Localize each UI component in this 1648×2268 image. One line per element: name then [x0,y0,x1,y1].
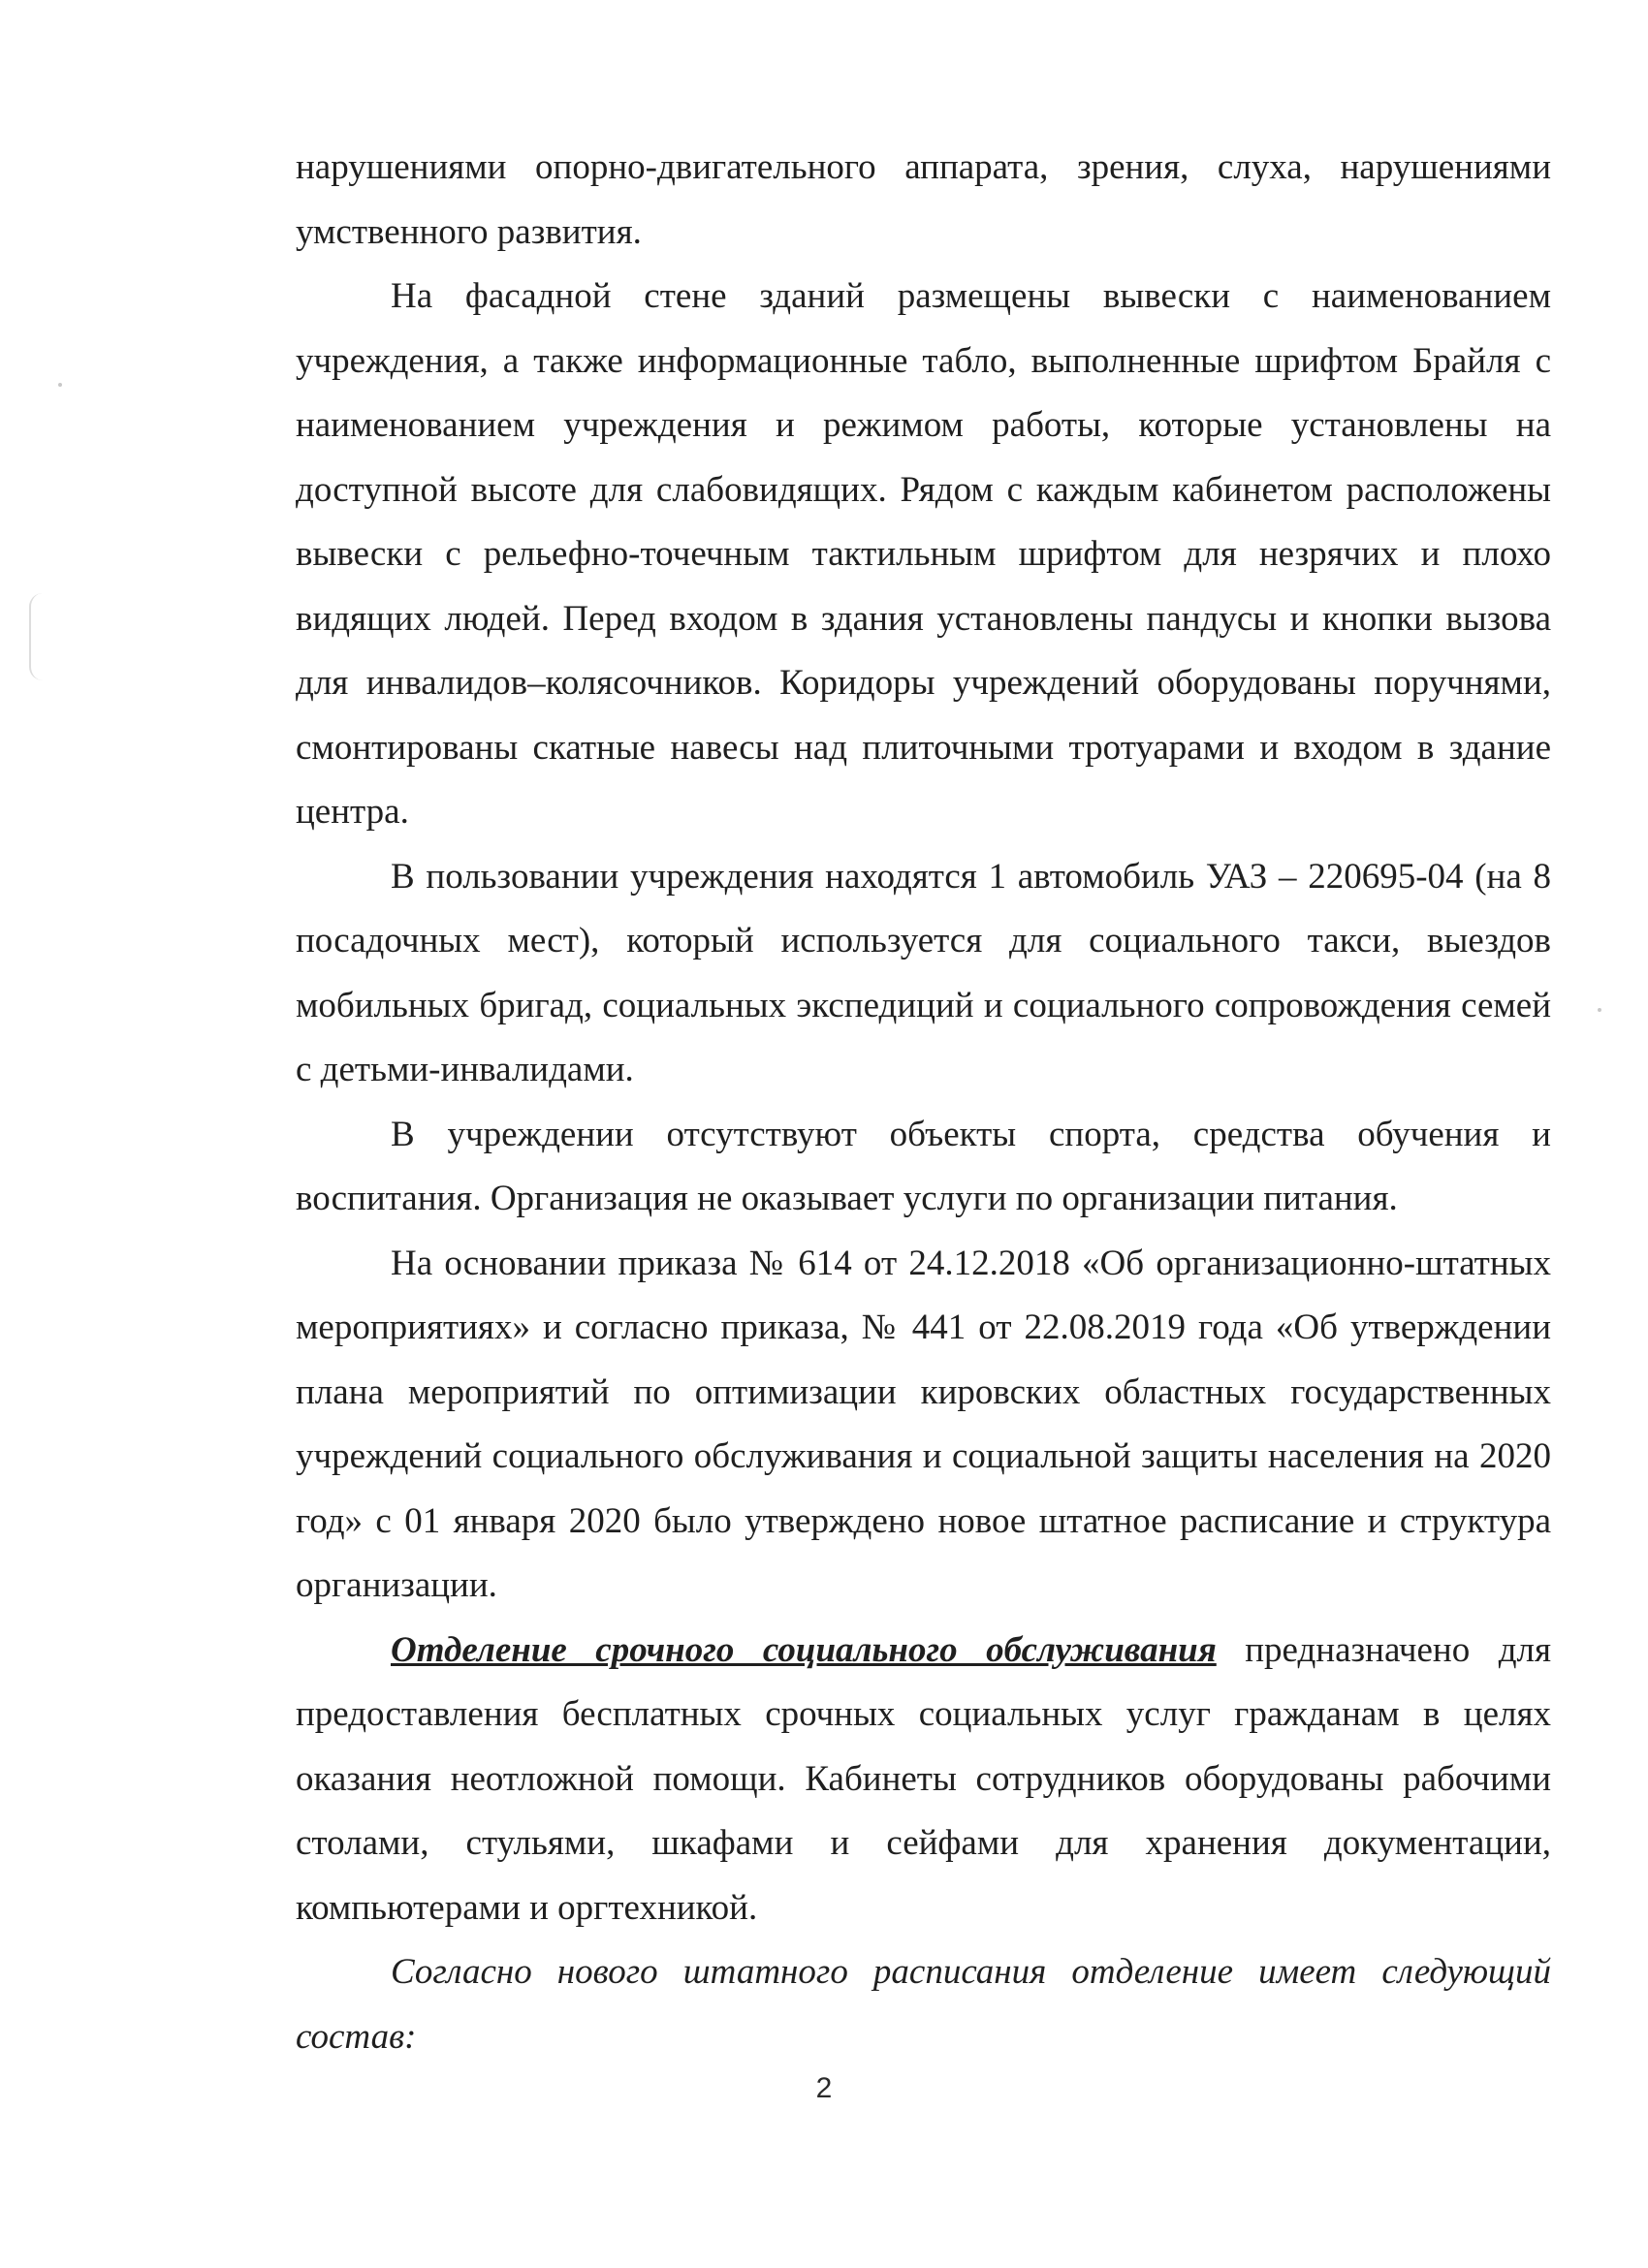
scan-artifact-mark [29,593,52,680]
section-text-urgent-service: предназначено для предоставления бесплатных срочных социальных услуг гражданам в целях оказания неотложной помощи. Кабинеты сотрудников оборудованы рабочими столами, стульями, шкафами и сейфами для хранения документации, компьютерами и оргтехникой. [296,1629,1552,1928]
paragraph-order-basis: На основании приказа № 614 от 24.12.2018 «Об организационно-штатных мероприятиях» и согласно приказа, № 441 от 22.08.2019 года «Об утверждении плана мероприятий по оптимизации кировских областных государственных учреждений социального обслуживания и социальной защиты населения на 2020 год» с 01 января 2020 было утверждено новое штатное расписание и структура организации. [296,1243,1551,1605]
scan-artifact-dot [1598,1008,1601,1012]
paragraph-continuation: нарушениями опорно-двигательного аппарата, зрения, слуха, нарушениями умственного развития. [296,147,1551,252]
paragraph-no-sport-objects: В учреждении отсутствуют объекты спорта, средства обучения и воспитания. Организация не оказывает услуги по организации питания. [296,1114,1551,1218]
section-title-urgent-service: Отделение срочного социального обслуживания [391,1629,1217,1670]
closing-note: Согласно нового штатного расписания отделение имеет следующий состав: [296,1952,1551,2057]
paragraph-facade-signage: На фасадной стене зданий размещены вывески с наименованием учреждения, а также информационные табло, выполненные шрифтом Брайля с наименованием учреждения и режимом работы, которые установлены на доступной высоте для слабовидящих. Рядом с каждым кабинетом расположены вывески с рельефно-точечным тактильным шрифтом для незрячих и плохо видящих людей. Перед входом в здания установлены пандусы и кнопки вызова для инвалидов–колясочников. Коридоры учреждений оборудованы поручнями, смонтированы скатные навесы над плиточными тротуарами и входом в здание центра. [296,276,1551,832]
paragraph-vehicle: В пользовании учреждения находятся 1 автомобиль УАЗ – 220695-04 (на 8 посадочных мест), который используется для социального такси, выездов мобильных бригад, социальных экспедиций и социального сопровождения семей с детьми-инвалидами. [296,856,1551,1089]
document-body [296,136,1551,2069]
page-number: 2 [815,2072,833,2104]
paragraph-urgent-service-department [296,1619,1551,1941]
scan-artifact-dot [58,383,62,387]
